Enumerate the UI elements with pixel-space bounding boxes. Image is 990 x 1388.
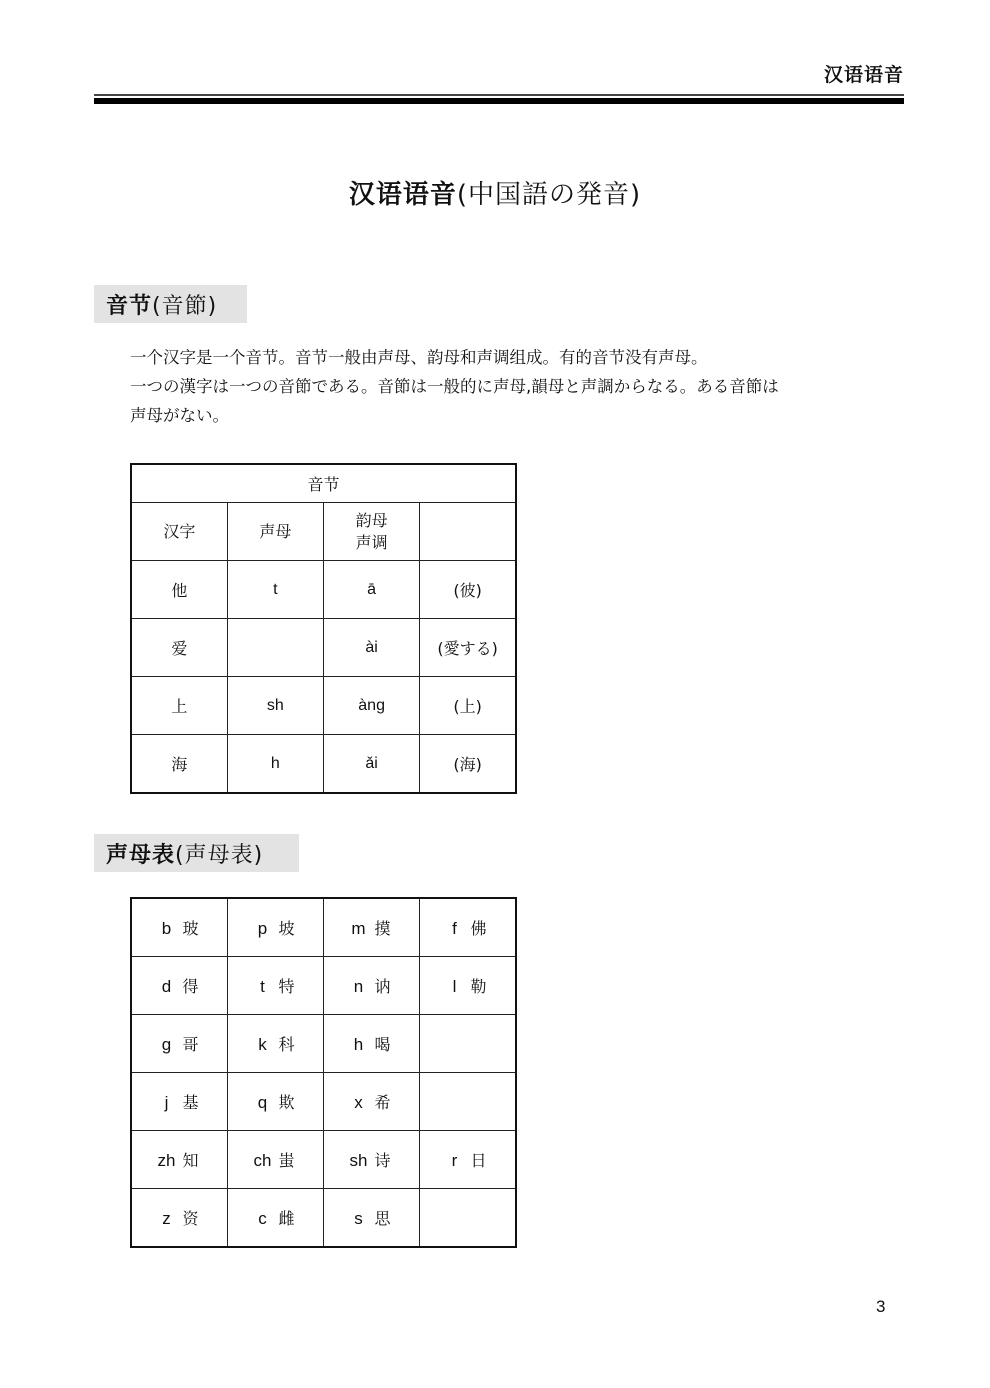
cell-initial — [227, 619, 323, 677]
initial-example-char: 希 — [374, 1093, 391, 1112]
header-rule-thick — [94, 98, 904, 104]
initial-cell — [228, 1189, 324, 1248]
running-head: 汉语语音 — [823, 64, 904, 86]
syllable-table — [130, 463, 517, 794]
table-row — [131, 1015, 516, 1073]
cell-final-tone: ǎi — [324, 735, 420, 794]
cell-meaning: (上) — [420, 677, 516, 735]
paragraph-line: 一个汉字是一个音节。音节一般由声母、韵母和声调组成。有的音节没有声母。 — [130, 348, 708, 367]
table-row — [131, 1073, 516, 1131]
initial-cell — [420, 1189, 517, 1248]
initial-pinyin: j — [164, 1093, 169, 1112]
initial-example-char: 基 — [182, 1093, 199, 1112]
initial-pinyin: zh — [157, 1151, 176, 1170]
cell-meaning: (海) — [420, 735, 516, 794]
initial-example-char: 特 — [278, 977, 295, 996]
initial-pinyin: sh — [349, 1151, 368, 1170]
column-header: 汉字 — [131, 503, 227, 561]
cell-meaning: (愛する) — [420, 619, 516, 677]
page-title-main: 汉语语音 — [348, 180, 457, 210]
initial-pinyin: t — [260, 977, 265, 996]
initial-cell — [228, 957, 324, 1015]
initial-pinyin: f — [452, 919, 457, 938]
section-heading-sub: (声母表) — [175, 842, 264, 868]
table-row — [131, 561, 516, 619]
initial-cell — [324, 1131, 420, 1189]
cell-initial: t — [227, 561, 323, 619]
table-row — [131, 735, 516, 794]
initials-table — [130, 897, 517, 1248]
initial-pinyin: x — [354, 1093, 363, 1112]
section-heading-initials — [94, 834, 299, 872]
cell-initial: h — [227, 735, 323, 794]
initial-cell — [420, 1015, 517, 1073]
paragraph-line: 声母がない。 — [130, 406, 229, 425]
cell-hanzi: 海 — [131, 735, 227, 794]
header-rule-thin — [94, 94, 904, 96]
initial-pinyin: c — [258, 1209, 267, 1228]
cell-hanzi: 爱 — [131, 619, 227, 677]
cell-meaning: (彼) — [420, 561, 516, 619]
initial-example-char: 坡 — [278, 919, 295, 938]
initial-example-char: 喝 — [374, 1035, 391, 1054]
initial-example-char: 思 — [374, 1209, 391, 1228]
table-row — [131, 1189, 516, 1248]
initial-example-char: 资 — [182, 1209, 199, 1228]
cell-initial: sh — [227, 677, 323, 735]
section-heading-main: 声母表 — [106, 842, 176, 868]
table-row — [131, 677, 516, 735]
page-title-sub: (中国語の発音) — [456, 180, 642, 210]
initial-cell — [420, 898, 517, 957]
initial-cell — [228, 1073, 324, 1131]
initial-cell — [131, 1015, 228, 1073]
page-number: 3 — [876, 1297, 886, 1316]
table-row — [131, 898, 516, 957]
section-heading-main: 音节 — [106, 293, 153, 319]
initial-pinyin: r — [451, 1151, 458, 1170]
initial-pinyin: d — [161, 977, 172, 996]
section-heading-syllable — [94, 285, 247, 323]
initial-cell — [324, 957, 420, 1015]
column-header — [324, 503, 420, 561]
initial-cell — [324, 1189, 420, 1248]
initial-example-char: 雌 — [278, 1209, 295, 1228]
initial-cell — [131, 1131, 228, 1189]
initial-cell — [324, 898, 420, 957]
syllable-paragraph — [130, 343, 910, 430]
initial-example-char: 诗 — [374, 1151, 391, 1170]
initial-cell — [228, 1131, 324, 1189]
initial-pinyin: z — [162, 1209, 171, 1228]
initial-pinyin: l — [452, 977, 457, 996]
initial-example-char: 勒 — [470, 977, 487, 996]
table-title: 音节 — [131, 464, 516, 503]
column-header-line: 韵母 — [355, 510, 388, 530]
page-title — [0, 174, 990, 211]
initial-cell — [324, 1073, 420, 1131]
initial-pinyin: ch — [253, 1151, 272, 1170]
initial-example-char: 玻 — [182, 919, 199, 938]
paragraph-line: 一つの漢字は一つの音節である。音節は一般的に声母,韻母と声調からなる。ある音節は — [130, 377, 779, 396]
column-header — [420, 503, 516, 561]
table-row — [131, 1131, 516, 1189]
initial-example-char: 哥 — [182, 1035, 199, 1054]
initial-cell — [420, 957, 517, 1015]
initial-example-char: 日 — [470, 1151, 487, 1170]
initial-pinyin: m — [351, 919, 366, 938]
column-header: 声母 — [227, 503, 323, 561]
initial-example-char: 得 — [182, 977, 199, 996]
cell-hanzi: 上 — [131, 677, 227, 735]
initial-example-char: 佛 — [470, 919, 487, 938]
initial-cell — [420, 1073, 517, 1131]
cell-hanzi: 他 — [131, 561, 227, 619]
initial-cell — [420, 1131, 517, 1189]
initial-pinyin: s — [354, 1209, 363, 1228]
cell-final-tone: ài — [324, 619, 420, 677]
initial-example-char: 知 — [182, 1151, 199, 1170]
initial-cell — [228, 1015, 324, 1073]
column-header-line: 声调 — [355, 532, 388, 552]
initial-pinyin: b — [161, 919, 172, 938]
initial-example-char: 讷 — [374, 977, 391, 996]
initial-pinyin: n — [353, 977, 364, 996]
initial-example-char: 科 — [278, 1035, 295, 1054]
initial-pinyin: q — [257, 1093, 268, 1112]
initial-cell — [324, 1015, 420, 1073]
table-row — [131, 957, 516, 1015]
initial-cell — [131, 898, 228, 957]
initial-pinyin: h — [353, 1035, 364, 1054]
initial-example-char: 蚩 — [278, 1151, 295, 1170]
section-heading-sub: (音節) — [152, 293, 218, 319]
cell-final-tone: àng — [324, 677, 420, 735]
initial-example-char: 欺 — [278, 1093, 295, 1112]
initial-pinyin: k — [258, 1035, 267, 1054]
table-row — [131, 619, 516, 677]
initial-cell — [131, 1189, 228, 1248]
initial-cell — [131, 957, 228, 1015]
initial-example-char: 摸 — [374, 919, 391, 938]
initial-pinyin: g — [161, 1035, 172, 1054]
cell-final-tone: ā — [324, 561, 420, 619]
initial-cell — [228, 898, 324, 957]
initial-cell — [131, 1073, 228, 1131]
initial-pinyin: p — [257, 919, 268, 938]
